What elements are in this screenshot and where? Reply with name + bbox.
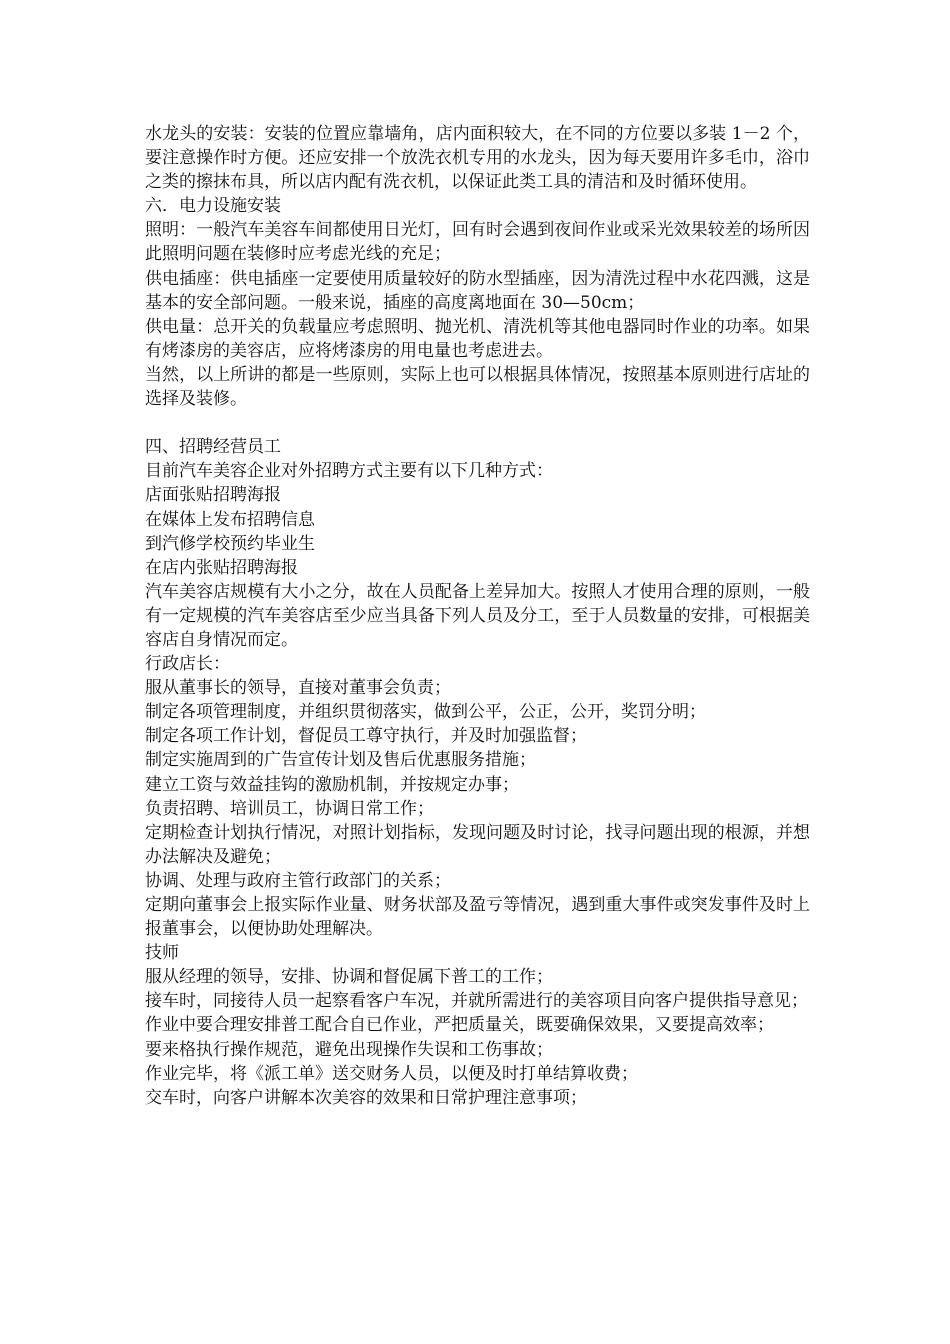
duty-item: 交车时，向客户讲解本次美容的效果和日常护理注意事项； <box>145 1087 587 1108</box>
heading-technician: 技师 <box>145 943 179 964</box>
paragraph-principles-note: 当然，以上所讲的都是一些原则，实际上也可以根据具体情况，按照基本原则进行店址的选择及装修。 <box>145 364 810 410</box>
duty-item: 协调、处理与政府主管行政部门的关系； <box>145 870 451 891</box>
paragraph-staffing: 汽车美容店规模有大小之分，故在人员配备上差异加大。按照人才使用合理的原则，一般有一定规模的汽车美容店至少应当具备下列人员及分工，至于人员数量的安排，可根据美容店自身情况而定。 <box>145 581 810 650</box>
duty-item: 接车时，同接待人员一起察看客户车况，并就所需进行的美容项目向客户提供指导意见； <box>145 991 808 1012</box>
paragraph-power-socket: 供电插座：供电插座一定要使用质量较好的防水型插座，因为清洗过程中水花四溅，这是基本的安全部问题。一般来说，插座的高度离地面在 30—50cm； <box>145 268 810 313</box>
heading-electrical-installation: 六．电力设施安装 <box>145 196 281 217</box>
duty-item: 服从经理的领导，安排、协调和督促属下普工的工作； <box>145 967 553 988</box>
document-body <box>145 122 810 1110</box>
duty-item: 制定各项工作计划，督促员工尊守执行，并及时加强监督； <box>145 726 587 747</box>
heading-store-manager: 行政店长： <box>145 654 230 675</box>
duty-item: 建立工资与效益挂钩的激励机制，并按规定办事； <box>145 774 519 795</box>
duty-item: 制定实施周到的广告宣传计划及售后优惠服务措施； <box>145 750 536 771</box>
duty-item: 负责招聘、培训员工，协调日常工作； <box>145 798 434 819</box>
paragraph-power-load: 供电量：总开关的负载量应考虑照明、抛光机、清洗机等其他电器同时作业的功率。如果有烤漆房的美容店，应将烤漆房的用电量也考虑进去。 <box>145 316 810 361</box>
paragraph-recruit-methods: 目前汽车美容企业对外招聘方式主要有以下几种方式： <box>145 461 553 482</box>
heading-recruit-staff: 四、招聘经营员工 <box>145 437 281 458</box>
list-item-store-poster: 店面张贴招聘海报 <box>145 485 281 506</box>
duty-item: 要来格执行操作规范，避免出现操作失误和工伤事故； <box>145 1039 553 1060</box>
list-item-media-post: 在媒体上发布招聘信息 <box>145 509 315 530</box>
duty-item: 定期检查计划执行情况，对照计划指标，发现问题及时讨论，找寻问题出现的根源，并想办法解决及避免； <box>145 822 810 867</box>
duty-item: 服从董事长的领导，直接对董事会负责； <box>145 678 451 699</box>
paragraph-faucet-installation: 水龙头的安装：安装的位置应靠墙角，店内面积较大，在不同的方位要以多装 1－2 个，要注意操作时方便。还应安排一个放洗衣机专用的水龙头，因为每天要用许多毛巾，浴巾之类的擦抹布具，所以店内配有洗衣机，以保证此类工具的清洁和及时循环使用。 <box>145 124 810 193</box>
duty-item: 作业中要合理安排普工配合自已作业，严把质量关，既要确保效果，又要提高效率； <box>145 1015 774 1036</box>
duty-item: 定期向董事会上报实际作业量、财务状部及盈亏等情况，遇到重大事件或突发事件及时上报董事会，以便协助处理解决。 <box>145 895 810 940</box>
paragraph-lighting: 照明：一般汽车美容车间都使用日光灯，回有时会遇到夜间作业或采光效果较差的场所因此照明问题在装修时应考虑光线的充足； <box>145 220 810 265</box>
blank-line <box>145 411 810 435</box>
list-item-in-store-poster: 在店内张贴招聘海报 <box>145 557 298 578</box>
duty-item: 作业完毕，将《派工单》送交财务人员，以便及时打单结算收费； <box>145 1063 638 1084</box>
duty-item: 制定各项管理制度，并组织贯彻落实，做到公平，公正，公开，奖罚分明； <box>145 702 706 723</box>
list-item-school-graduates: 到汽修学校预约毕业生 <box>145 533 315 554</box>
